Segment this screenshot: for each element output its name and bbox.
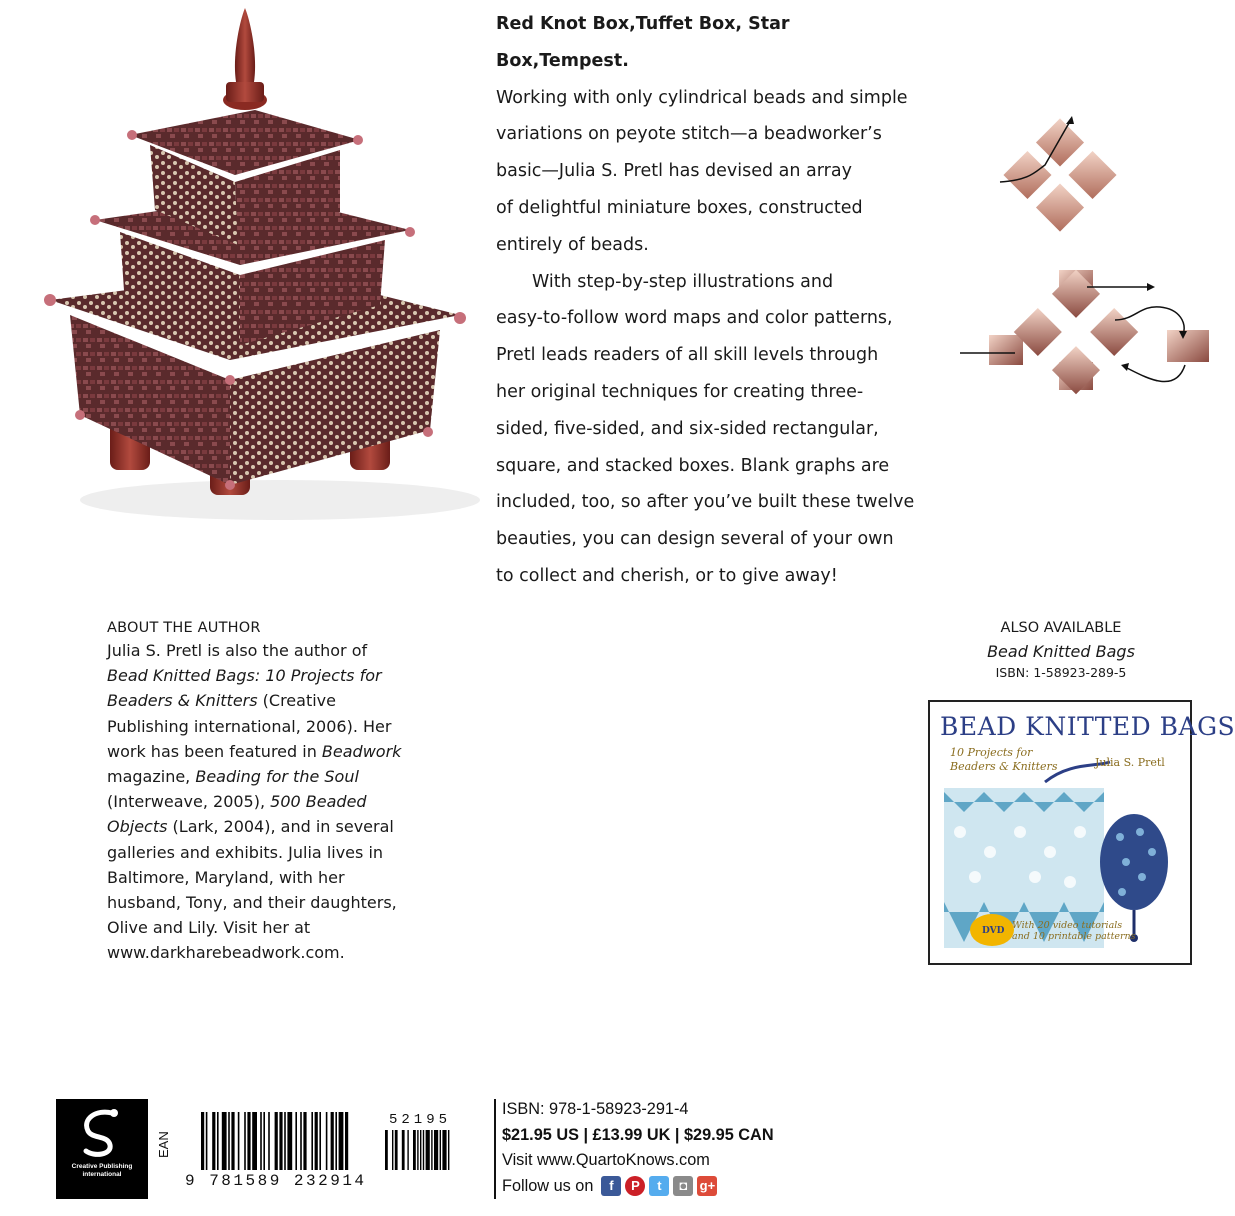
barcode-bar bbox=[206, 1112, 208, 1170]
barcode-addon-bar bbox=[385, 1130, 388, 1170]
follow-us-row bbox=[502, 1174, 842, 1200]
isbn-text: ISBN: 978-1-58923-291-4 bbox=[502, 1100, 689, 1118]
ean-label bbox=[154, 1118, 174, 1178]
instagram-icon[interactable]: ◘ bbox=[673, 1176, 693, 1196]
price-text: $21.95 US | £13.99 UK | $29.95 CAN bbox=[502, 1125, 774, 1144]
barcode-bar bbox=[275, 1112, 278, 1170]
barcode-bar bbox=[268, 1112, 270, 1170]
cover-dvd-line: and 10 printable patterns bbox=[1012, 931, 1136, 942]
barcode-bar bbox=[247, 1112, 250, 1170]
also-available-heading: ALSO AVAILABLE bbox=[1000, 620, 1122, 636]
cover-title: BEAD KNITTED BAGS bbox=[940, 712, 1235, 741]
bio-text: Julia S. Pretl is also the author of bbox=[107, 641, 368, 660]
barcode-addon-bar bbox=[413, 1130, 416, 1170]
barcode-bar bbox=[300, 1112, 302, 1170]
bio-italic-title: Beading for the Soul bbox=[195, 767, 359, 787]
stitch-diagram-2 bbox=[955, 265, 1215, 395]
barcode-addon-bar bbox=[395, 1130, 398, 1170]
barcode-bar bbox=[295, 1112, 297, 1170]
barcode-bar bbox=[335, 1112, 337, 1170]
bio-text: (Lark, 2004), and in several galleries and exhibits. Julia lives in Baltimore, Maryland, with her husband, Tony, and their daughters, Olive and Lily. Visit her at www.darkharebeadwork.com. bbox=[107, 817, 397, 963]
ean-text: EAN bbox=[156, 1131, 171, 1158]
barcode-bar bbox=[238, 1112, 240, 1170]
cover-subtitle-line: 10 Projects for bbox=[950, 746, 1033, 759]
barcode-addon-bar bbox=[442, 1130, 446, 1170]
description-line: With step-by-step illustrations and bbox=[532, 271, 834, 292]
barcode-bar bbox=[217, 1112, 219, 1170]
barcode-addon-bar bbox=[434, 1130, 438, 1170]
barcode bbox=[185, 1112, 465, 1190]
barcode-bar bbox=[260, 1112, 262, 1170]
barcode-bar bbox=[287, 1112, 292, 1170]
description-line: easy-to-follow word maps and color patterns, bbox=[496, 308, 893, 329]
description-line: Pretl leads readers of all skill levels through bbox=[496, 345, 879, 366]
about-author-heading: ABOUT THE AUTHOR bbox=[107, 620, 261, 636]
barcode-addon-number: 52195 bbox=[389, 1112, 452, 1128]
barcode-bar bbox=[263, 1112, 265, 1170]
description-line: variations on peyote stitch—a beadworker’s bbox=[496, 124, 882, 145]
bio-text: magazine, bbox=[107, 767, 196, 787]
cover-subtitle bbox=[950, 746, 1057, 774]
barcode-bar bbox=[244, 1112, 246, 1170]
barcode-bar bbox=[279, 1112, 282, 1170]
bio-italic-title: Bead Knitted Bags: 10 Projects for Beaders & Knitters bbox=[107, 666, 382, 711]
related-book-isbn: ISBN: 1-58923-289-5 bbox=[995, 665, 1127, 680]
barcode-bar bbox=[345, 1112, 348, 1170]
book-info bbox=[502, 1097, 842, 1199]
twitter-icon[interactable]: t bbox=[649, 1176, 669, 1196]
bio-text: (Creative Publishing international, 2006). Her work has been featured in bbox=[107, 691, 392, 761]
barcode-addon-bar bbox=[431, 1130, 432, 1170]
barcode-addon-bar bbox=[402, 1130, 405, 1170]
barcode-bar bbox=[319, 1112, 321, 1170]
description-line: her original techniques for creating three- bbox=[496, 381, 864, 402]
barcode-bar bbox=[228, 1112, 230, 1170]
cover-dvd-text bbox=[1012, 920, 1136, 942]
barcode-bar bbox=[222, 1112, 227, 1170]
barcode-bar bbox=[315, 1112, 318, 1170]
about-author-section bbox=[107, 620, 407, 966]
description-line: beauties, you can design several of your own bbox=[496, 529, 894, 550]
pinterest-icon[interactable]: P bbox=[625, 1176, 645, 1196]
also-available-section bbox=[928, 620, 1194, 680]
about-author-bio bbox=[107, 638, 407, 966]
barcode-number: 9 781589 232914 bbox=[185, 1172, 367, 1190]
facebook-icon[interactable]: f bbox=[601, 1176, 621, 1196]
description-line: Working with only cylindrical beads and simple bbox=[496, 87, 908, 108]
bio-text: (Interweave, 2005), bbox=[107, 792, 271, 812]
book-description bbox=[496, 6, 926, 595]
description-line: of delightful miniature boxes, constructed bbox=[496, 197, 863, 218]
beaded-box-photo bbox=[40, 0, 480, 540]
description-line: entirely of beads. bbox=[496, 234, 649, 255]
description-line: basic—Julia S. Pretl has devised an array bbox=[496, 161, 852, 182]
barcode-addon-bar bbox=[426, 1130, 430, 1170]
googleplus-icon[interactable]: g+ bbox=[697, 1176, 717, 1196]
barcode-bar bbox=[303, 1112, 306, 1170]
barcode-addon-bar bbox=[417, 1130, 418, 1170]
description-line: square, and stacked boxes. Blank graphs are bbox=[496, 455, 890, 476]
dvd-badge-text: DVD bbox=[982, 926, 1005, 936]
description-paragraph-2 bbox=[496, 264, 926, 595]
barcode-bar bbox=[201, 1112, 204, 1170]
barcode-addon-bar bbox=[423, 1130, 424, 1170]
barcode-addon-bar bbox=[420, 1130, 421, 1170]
barcode-bar bbox=[326, 1112, 328, 1170]
cover-subtitle-line: Beaders & Knitters bbox=[950, 760, 1058, 773]
publisher-logo bbox=[56, 1099, 148, 1199]
barcode-addon-bar bbox=[407, 1130, 408, 1170]
barcode-bar bbox=[339, 1112, 344, 1170]
visit-link[interactable]: Visit www.QuartoKnows.com bbox=[502, 1151, 710, 1169]
related-book-title: Bead Knitted Bags bbox=[987, 642, 1135, 661]
boxes-title: Red Knot Box,Tuffet Box, Star Box,Tempest. bbox=[496, 14, 790, 71]
barcode-bar bbox=[331, 1112, 334, 1170]
description-line: to collect and cherish, or to give away! bbox=[496, 565, 838, 586]
description-paragraph-1 bbox=[496, 80, 926, 264]
bio-italic-title: Beadwork bbox=[321, 741, 402, 761]
stitch-diagram-1 bbox=[990, 110, 1130, 240]
barcode-addon-bar bbox=[448, 1130, 449, 1170]
description-line: sided, five-sided, and six-sided rectangular, bbox=[496, 418, 879, 439]
barcode-bar bbox=[252, 1112, 257, 1170]
barcode-addon-bar bbox=[392, 1130, 393, 1170]
barcode-bar bbox=[284, 1112, 286, 1170]
barcode-bar bbox=[311, 1112, 313, 1170]
publisher-name bbox=[56, 1163, 148, 1179]
cover-author: Julia S. Pretl bbox=[1095, 756, 1165, 769]
barcode-bar bbox=[212, 1112, 215, 1170]
publisher-name-line: Creative Publishing bbox=[71, 1163, 133, 1170]
barcode-addon-bar bbox=[440, 1130, 441, 1170]
divider-line bbox=[494, 1099, 496, 1199]
related-book-cover bbox=[928, 700, 1235, 965]
description-line: included, too, so after you’ve built these twelve bbox=[496, 492, 915, 513]
publisher-name-line: international bbox=[82, 1171, 122, 1178]
cover-dvd-line: With 20 video tutorials bbox=[1012, 920, 1123, 931]
follow-us-label: Follow us on bbox=[502, 1176, 594, 1195]
barcode-bar bbox=[231, 1112, 234, 1170]
bio-italic-title: 500 Beaded Objects bbox=[107, 792, 367, 837]
